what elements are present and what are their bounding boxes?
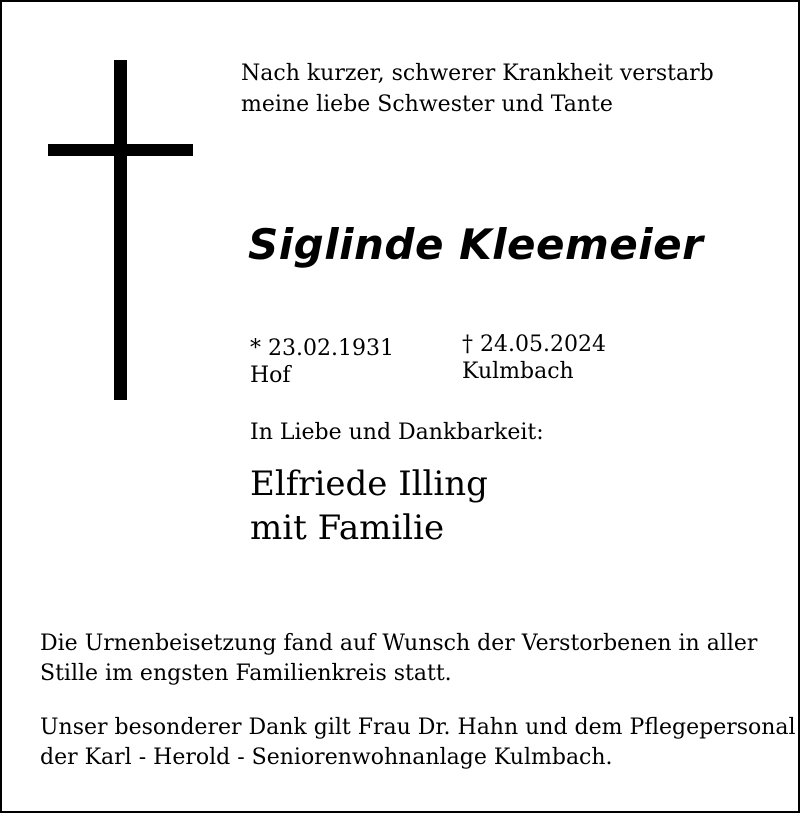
death-place: Kulmbach <box>462 359 574 384</box>
thanks-line-1: Unser besonderer Dank gilt Frau Dr. Hahn und dem Pflegepersonal <box>40 715 796 740</box>
mourner-line-1: Elfriede Illing <box>250 464 488 504</box>
death-date: † 24.05.2024 <box>462 332 606 357</box>
birth-date: * 23.02.1931 <box>250 336 394 361</box>
birth-place: Hof <box>250 363 291 388</box>
burial-notice <box>40 629 757 689</box>
intro-line-1: Nach kurzer, schwerer Krankheit verstarb <box>241 61 714 86</box>
birth-info <box>250 335 394 389</box>
burial-notice-line-1: Die Urnenbeisetzung fand auf Wunsch der Verstorbenen in aller <box>40 631 758 656</box>
intro-text <box>241 58 714 120</box>
cross-vertical-bar <box>114 60 127 400</box>
intro-line-2: meine liebe Schwester und Tante <box>241 92 613 117</box>
death-info <box>462 331 606 385</box>
deceased-name: Siglinde Kleemeier <box>248 220 704 269</box>
dedication-text: In Liebe und Dankbarkeit: <box>250 420 544 445</box>
mourner-block <box>250 462 488 550</box>
cross-horizontal-bar <box>48 144 193 156</box>
mourner-line-2: mit Familie <box>250 508 445 548</box>
burial-notice-line-2: Stille im engsten Familienkreis statt. <box>40 661 452 686</box>
thanks-line-2: der Karl - Herold - Seniorenwohnanlage Kulmbach. <box>40 745 613 770</box>
thanks-notice <box>40 713 796 773</box>
